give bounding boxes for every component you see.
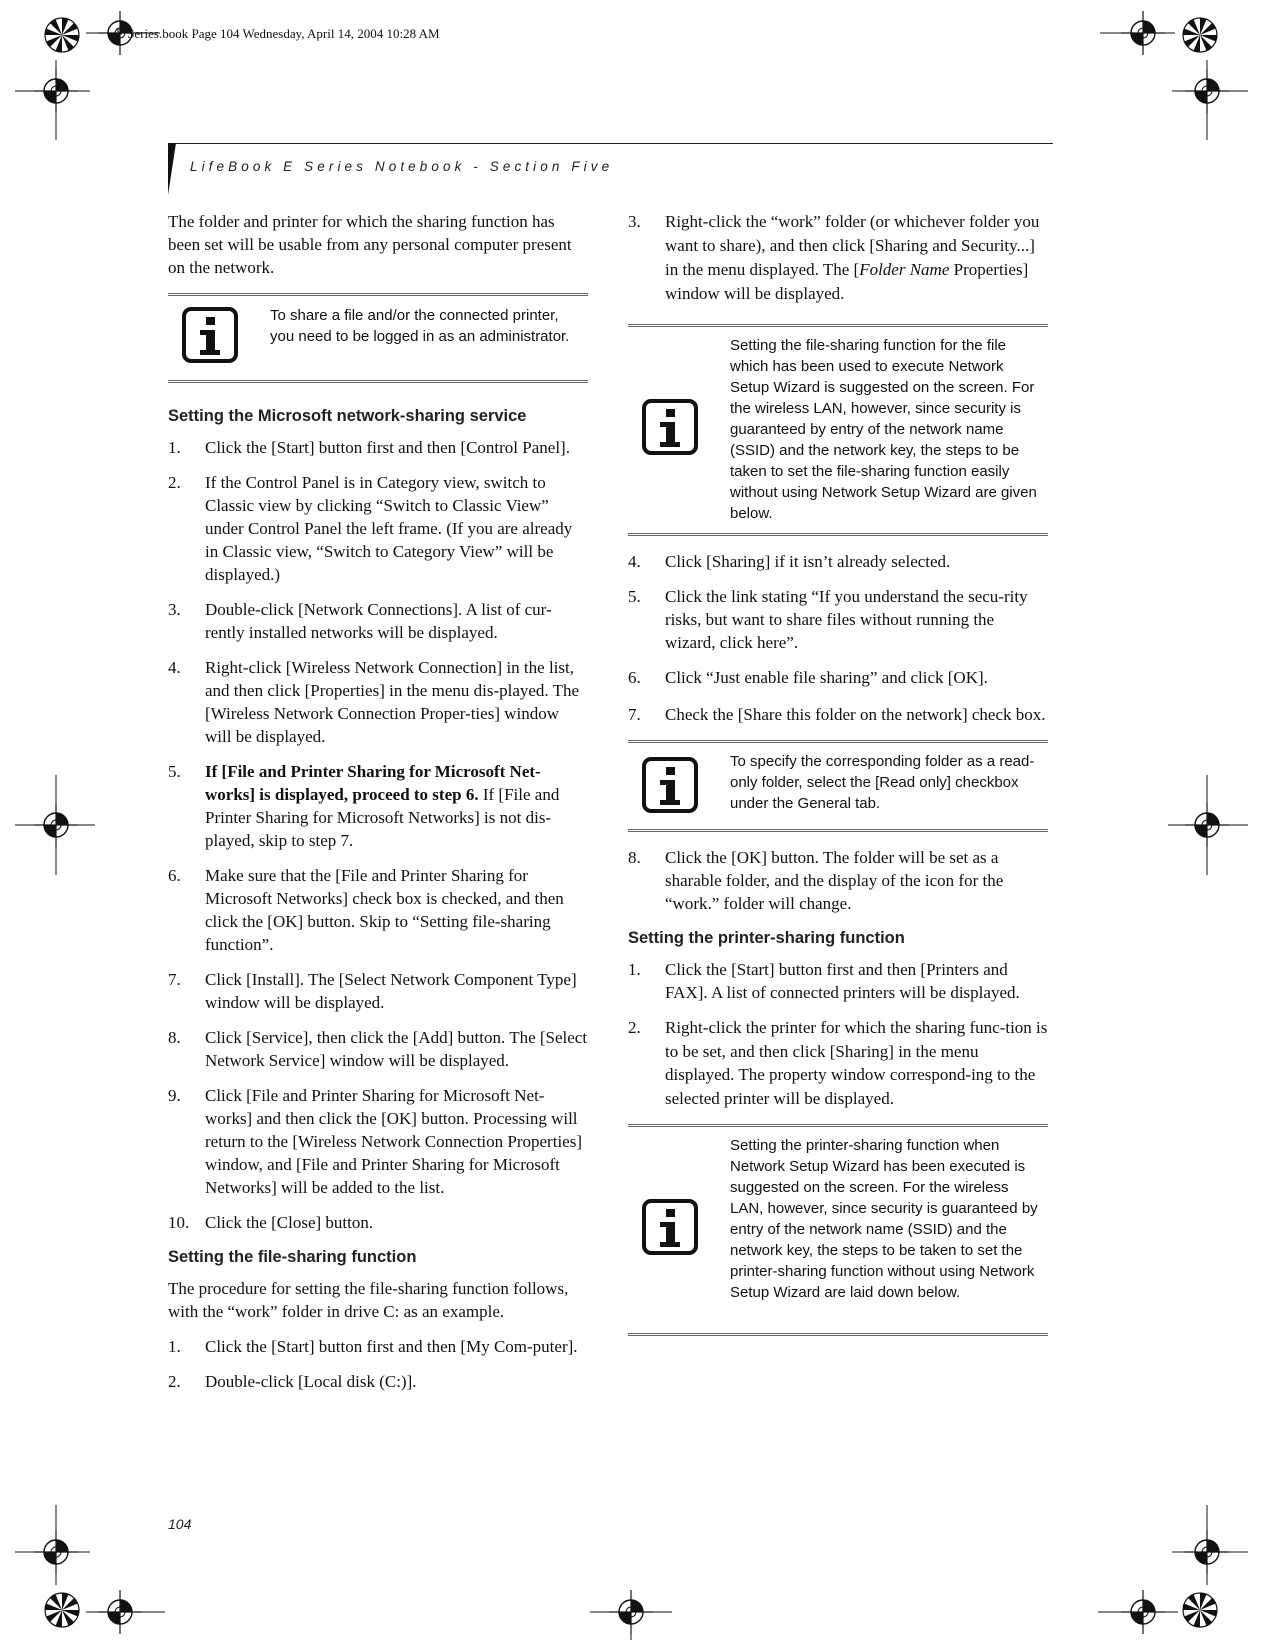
- info-icon: [642, 399, 698, 455]
- step-item: 7. Click [Install]. The [Select Network Component Type] window will be displayed.: [168, 970, 577, 1012]
- info-icon: [642, 1199, 698, 1255]
- step-item: 8. Click [Service], then click the [Add] button. The [Select Network Service] window will be displayed.: [168, 1028, 588, 1070]
- step-item: 1. Click the [Start] button first and then [My Com-puter].: [168, 1337, 578, 1356]
- info-note-1: [168, 293, 588, 383]
- file-sharing-paragraph: The procedure for setting the file-sharing function follows, with the “work” folder in drive C: as an example.: [168, 1279, 569, 1321]
- intro-paragraph: The folder and printer for which the sharing function has been set will be usable from any personal computer present on the network.: [168, 212, 572, 277]
- step-item: 4. Right-click [Wireless Network Connection] in the list, and then click [Properties] in the menu dis-played. The [Wireless Network Connection Proper-ties] window will be displayed.: [168, 658, 580, 746]
- step-item: 5. Click the link stating “If you understand the secu-rity risks, but want to share files without running the wizard, click here”.: [628, 587, 1028, 652]
- note-2-text: Setting the file-sharing function for the file which has been used to execute Network Setup Wizard is suggested on the screen. For the wireless LAN, however, since security is guaranteed by entry of the network name (SSID) and the network key, the steps to be taken to set the file-sharing function easily without using Network Setup Wizard are given below.: [730, 337, 1037, 522]
- heading-network-sharing: Setting the Microsoft network-sharing service: [168, 407, 527, 425]
- step-item: 6. Make sure that the [File and Printer Sharing for Microsoft Networks] check box is checked, and then click the [OK] button. Skip to “Setting file-sharing function”.: [168, 866, 564, 954]
- step-item: 2. Right-click the printer for which the sharing func-tion is to be set, and then click [Sharing] in the menu displayed. The property window correspond-ing to the selected printer will be displayed.: [628, 1018, 1048, 1108]
- heading-printer-sharing: Setting the printer-sharing function: [628, 929, 905, 947]
- print-slug: E Series.book Page 104 Wednesday, April 14, 2004 10:28 AM: [116, 26, 440, 41]
- info-icon: [642, 757, 698, 813]
- step-item: 9. Click [File and Printer Sharing for Microsoft Net-works] and then click the [OK] button. Processing will return to the [Wireless Network Connection Properties] window, and [File and Printer Sharing for Microsoft Networks] will be added to the list.: [168, 1086, 582, 1197]
- note-3-text: To specify the corresponding folder as a read-only folder, select the [Read only] checkbox under the General tab.: [730, 753, 1035, 812]
- note-4-text: Setting the printer-sharing function when Network Setup Wizard has been executed is suggested on the screen. For the wireless LAN, however, since security is guaranteed by entry of the network name (SSID) and the network key, the steps to be taken to set the printer-sharing function without using Network Setup Wizard are laid down below.: [730, 1137, 1038, 1301]
- header-tab: [168, 143, 176, 195]
- step-item: 2. Double-click [Local disk (C:)].: [168, 1372, 417, 1391]
- header-rule: [168, 143, 1053, 144]
- step-item: 4. Click [Sharing] if it isn’t already selected.: [628, 552, 951, 571]
- step-item: 8. Click the [OK] button. The folder will be set as a sharable folder, and the display of the icon for the “work.” folder will change.: [628, 848, 1004, 913]
- step-item: 10. Click the [Close] button.: [168, 1213, 374, 1232]
- step-item: 5. If [File and Printer Sharing for Microsoft Net-works] is displayed, proceed to step 6. If [File and Printer Sharing for Microsoft Networks] is not dis-played, skip to step 7.: [168, 762, 560, 850]
- step-item: 2. If the Control Panel is in Category view, switch to Classic view by clicking “Switch to Classic View” under Control Panel the left frame. (If you are already in Classic view, “Switch to Category View” will be displayed.): [168, 473, 573, 584]
- step-item: 6. Click “Just enable file sharing” and click [OK].: [628, 668, 988, 687]
- step-item: 3. Double-click [Network Connections]. A list of cur-rently installed networks will be displayed.: [168, 600, 552, 642]
- running-header: LifeBook E Series Notebook - Section Five: [190, 159, 614, 174]
- info-note-2: [628, 324, 1048, 536]
- heading-file-sharing: Setting the file-sharing function: [168, 1248, 417, 1266]
- info-note-4: [628, 1124, 1048, 1336]
- step-item: 3. Right-click the “work” folder (or whichever folder you want to share), and then click [Sharing and Security...] in the menu displayed. The [Folder Name Properties] window will be displayed.: [628, 212, 1040, 303]
- info-note-3: [628, 740, 1048, 832]
- right-column: [628, 210, 1048, 1346]
- page-number: 104: [168, 1516, 192, 1532]
- note-1-text: To share a file and/or the connected printer, you need to be logged in as an administrator.: [270, 307, 570, 345]
- step-item: 1. Click the [Start] button first and then [Control Panel].: [168, 438, 570, 457]
- left-column: [168, 210, 588, 1405]
- info-icon: [182, 307, 238, 363]
- step-item: 1. Click the [Start] button first and then [Printers and FAX]. A list of connected printers will be displayed.: [628, 960, 1020, 1002]
- step-item: 7. Check the [Share this folder on the network] check box.: [628, 705, 1046, 724]
